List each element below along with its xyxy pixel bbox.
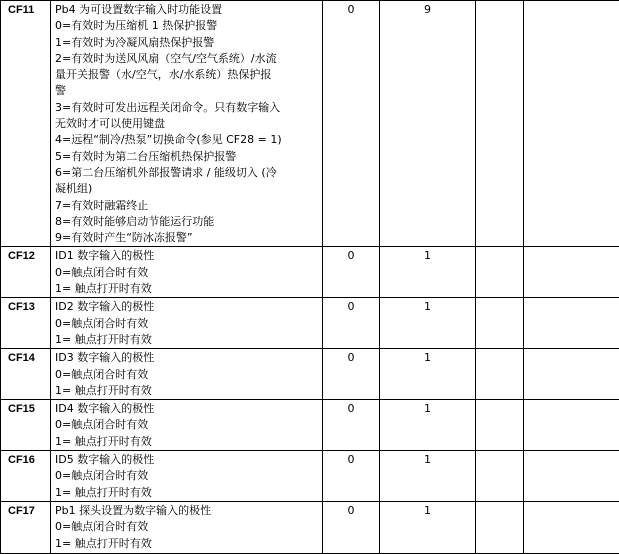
parameter-code: CF17	[1, 501, 51, 553]
description-line: ID1 数字输入的极性	[55, 248, 322, 264]
description-line: 4=远程“制冷/热泵”切换命令(参见 CF28 = 1)	[55, 132, 322, 148]
table-row	[1, 298, 619, 349]
description-line: ID5 数字输入的极性	[55, 452, 322, 468]
empty-cell-a	[476, 298, 524, 349]
min-value: 0	[323, 247, 380, 298]
description-line: 8=有效时能够启动节能运行功能	[55, 214, 322, 230]
parameter-code: CF12	[1, 247, 51, 298]
description-line: 0=触点闭合时有效	[55, 519, 322, 535]
min-value: 0	[323, 400, 380, 451]
table-row	[1, 451, 619, 502]
max-value: 9	[380, 1, 476, 247]
parameter-description	[51, 501, 323, 553]
min-value: 0	[323, 451, 380, 502]
parameter-description	[51, 400, 323, 451]
description-line: 1= 触点打开时有效	[55, 485, 322, 501]
empty-cell-a	[476, 1, 524, 247]
description-line: 7=有效时融霜终止	[55, 198, 322, 214]
min-value: 0	[323, 1, 380, 247]
parameter-table-body	[1, 1, 619, 554]
empty-cell-b	[524, 1, 619, 247]
description-line: 警	[55, 83, 322, 99]
description-line: 1= 触点打开时有效	[55, 332, 322, 348]
min-value: 0	[323, 349, 380, 400]
parameter-description	[51, 298, 323, 349]
description-line: 6=第二台压缩机外部报警请求 / 能级切入 (冷	[55, 165, 322, 181]
description-line: 0=触点闭合时有效	[55, 468, 322, 484]
parameter-description	[51, 1, 323, 247]
description-line: 3=有效时可发出远程关闭命令。只有数字输入	[55, 100, 322, 116]
empty-cell-b	[524, 400, 619, 451]
description-line: 5=有效时为第二台压缩机热保护报警	[55, 149, 322, 165]
parameter-description	[51, 451, 323, 502]
description-line: ID4 数字输入的极性	[55, 401, 322, 417]
max-value: 1	[380, 451, 476, 502]
description-line: 9=有效时产生“防冰冻报警”	[55, 230, 322, 246]
empty-cell-a	[476, 247, 524, 298]
max-value: 1	[380, 501, 476, 553]
parameter-description	[51, 247, 323, 298]
min-value: 0	[323, 298, 380, 349]
parameter-code: CF15	[1, 400, 51, 451]
max-value: 1	[380, 247, 476, 298]
empty-cell-b	[524, 349, 619, 400]
description-line: 凝机组)	[55, 181, 322, 197]
empty-cell-b	[524, 501, 619, 553]
table-row	[1, 247, 619, 298]
description-line: 1=有效时为冷凝风扇热保护报警	[55, 35, 322, 51]
parameter-code: CF11	[1, 1, 51, 247]
empty-cell-a	[476, 400, 524, 451]
max-value: 1	[380, 349, 476, 400]
table-row	[1, 400, 619, 451]
description-line: Pb1 探头设置为数字输入的极性	[55, 503, 322, 519]
description-line: 0=触点闭合时有效	[55, 265, 322, 281]
description-line: Pb4 为可设置数字输入时功能设置	[55, 2, 322, 18]
empty-cell-a	[476, 349, 524, 400]
empty-cell-a	[476, 501, 524, 553]
description-line: 1= 触点打开时有效	[55, 383, 322, 399]
parameter-code: CF14	[1, 349, 51, 400]
parameter-code: CF13	[1, 298, 51, 349]
empty-cell-b	[524, 451, 619, 502]
description-line: 无效时才可以使用键盘	[55, 116, 322, 132]
description-line: 0=触点闭合时有效	[55, 417, 322, 433]
description-line: ID2 数字输入的极性	[55, 299, 322, 315]
empty-cell-b	[524, 247, 619, 298]
description-line: 量开关报警（水/空气，水/水系统）热保护报	[55, 67, 322, 83]
table-row	[1, 1, 619, 247]
description-line: 1= 触点打开时有效	[55, 536, 322, 552]
description-line: 1= 触点打开时有效	[55, 281, 322, 297]
empty-cell-a	[476, 451, 524, 502]
description-line: ID3 数字输入的极性	[55, 350, 322, 366]
min-value: 0	[323, 501, 380, 553]
description-line: 1= 触点打开时有效	[55, 434, 322, 450]
table-row	[1, 349, 619, 400]
parameter-code: CF16	[1, 451, 51, 502]
empty-cell-b	[524, 298, 619, 349]
description-line: 2=有效时为送风风扇（空气/空气系统）/水流	[55, 51, 322, 67]
table-row	[1, 501, 619, 553]
description-line: 0=触点闭合时有效	[55, 316, 322, 332]
parameter-description	[51, 349, 323, 400]
description-line: 0=有效时为压缩机 1 热保护报警	[55, 18, 322, 34]
max-value: 1	[380, 298, 476, 349]
max-value: 1	[380, 400, 476, 451]
description-line: 0=触点闭合时有效	[55, 367, 322, 383]
